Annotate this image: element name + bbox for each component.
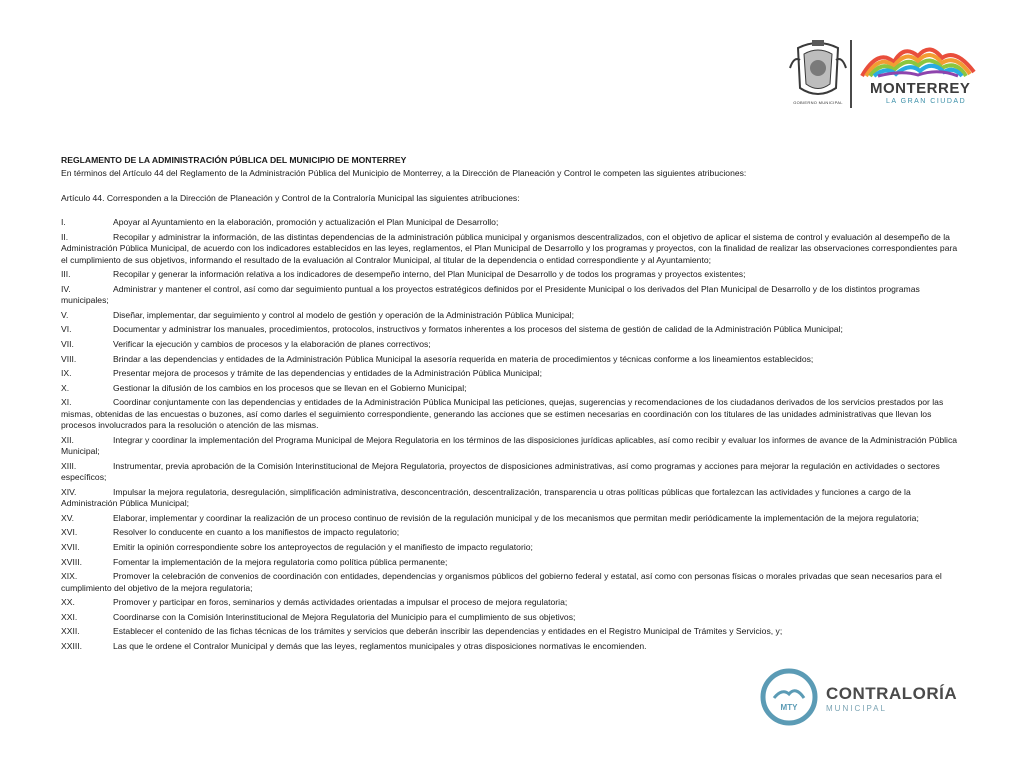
list-item xyxy=(61,461,961,484)
item-text: Diseñar, implementar, dar seguimiento y control al modelo de gestión y operación de la Administración Pública Municipal; xyxy=(113,309,574,320)
item-number: VI. xyxy=(61,324,72,335)
item-text: Fomentar la implementación de la mejora regulatoria como política pública permanente; xyxy=(113,556,448,567)
item-number: IV. xyxy=(61,283,71,294)
list-item xyxy=(61,641,961,652)
list-item xyxy=(61,383,961,394)
item-text: Recopilar y administrar la información, de las distintas dependencias de la administración pública municipal y organismos descentralizados, con el objetivo de aplicar el sistema de control y evaluación al desempeño de la Administración Pública Municipal, de acuerdo con los indicadores establecidos en las leyes, reglamentos, el Plan Municipal de Desarrollo y los programas y proyectos, con la finalidad de realizar las observaciones correspondientes para el cumplimiento de sus objetivos, informando el resultado de la evaluación al Contralor Municipal, al titular de la dependencia o entidad correspondiente y al Ayuntamiento; xyxy=(61,231,958,265)
list-item xyxy=(61,612,961,623)
item-text: Elaborar, implementar y coordinar la realización de un proceso continuo de revisión de la regulación municipal y de los mecanismos que permitan medir periódicamente la implementación de la mejora regulatoria; xyxy=(113,512,919,523)
list-item xyxy=(61,435,961,458)
list-item xyxy=(61,513,961,524)
seal-caption: GOBIERNO MUNICIPAL xyxy=(793,100,843,105)
item-number: XVI. xyxy=(61,527,78,538)
item-text: Presentar mejora de procesos y trámite de las dependencias y entidades de la Administración Pública Municipal; xyxy=(113,368,542,379)
item-text: Administrar y mantener el control, así como dar seguimiento puntual a los proyectos estratégicos definidos por el Presidente Municipal o los derivados del Plan Municipal de Desarrollo y de los distintos programas municipales; xyxy=(61,283,920,306)
header-logos xyxy=(786,38,986,110)
municipal-seal-icon xyxy=(786,38,850,108)
list-item xyxy=(61,269,961,280)
list-item xyxy=(61,284,961,307)
brand-tagline: LA GRAN CIUDAD xyxy=(886,98,967,105)
item-number: VII. xyxy=(61,339,74,349)
list-item xyxy=(61,527,961,538)
list-item xyxy=(61,324,961,335)
item-text: Apoyar al Ayuntamiento en la elaboración, promoción y actualización el Plan Municipal de Desarrollo; xyxy=(113,217,499,228)
item-text: Documentar y administrar los manuales, procedimientos, protocolos, instructivos y formatos inherentes a los procesos del sistema de gestión de calidad de la Administración Pública Municipal; xyxy=(113,324,843,335)
footer-title: CONTRALORÍA xyxy=(826,684,958,703)
list-item xyxy=(61,397,961,431)
list-item xyxy=(61,626,961,637)
item-text: Emitir la opinión correspondiente sobre los anteproyectos de regulación y el manifiesto de impacto regulatorio; xyxy=(113,541,533,552)
item-text: Establecer el contenido de las fichas técnicas de los trámites y servicios que deberán inscribir las dependencias y entidades en el Registro Municipal de Trámites y Servicios, y; xyxy=(113,626,783,637)
item-number: XXII. xyxy=(61,626,80,637)
item-text: Coordinar conjuntamente con las dependencias y entidades de la Administración Pública Municipal las peticiones, quejas, sugerencias y recomendaciones de los ciudadanos derivados de los servicios prestados por las mismas, obtenidas de las encuestas o buzones, así como darles el seguimiento correspondiente, generando las acciones que se estimen necesarias en coordinación con los titulares de las unidades administrativas que llevan los procesos involucrados para la resolución o atención de las mismas. xyxy=(61,397,944,431)
list-item xyxy=(61,354,961,365)
item-text: Coordinarse con la Comisión Interinstitucional de Mejora Regulatoria del Municipio para el cumplimiento de sus objetivos; xyxy=(113,611,576,622)
list-item xyxy=(61,571,961,594)
list-item xyxy=(61,542,961,553)
document-title: REGLAMENTO DE LA ADMINISTRACIÓN PÚBLICA DEL MUNICIPIO DE MONTERREY xyxy=(61,155,407,165)
list-item xyxy=(61,339,961,350)
item-number: XVIII. xyxy=(61,556,83,567)
item-text: Instrumentar, previa aprobación de la Comisión Interinstitucional de Mejora Regulatoria, proyectos de disposiciones administrativas, así como programas y acciones para mejorar la regulación en actividades o sectores específicos; xyxy=(61,460,940,483)
item-number: XIII. xyxy=(61,460,77,471)
item-number: XX. xyxy=(61,597,75,608)
item-number: VIII. xyxy=(61,353,77,364)
item-number: V. xyxy=(61,309,69,320)
item-number: XIX. xyxy=(61,571,78,582)
circle-text: MTY xyxy=(780,703,798,712)
item-text: Impulsar la mejora regulatoria, desregulación, simplificación administrativa, desconcentración, descentralización, transparencia u otras políticas públicas que fortalezcan las actividades y funciones a cargo de la Administración Pública Municipal; xyxy=(61,486,911,509)
logo-divider xyxy=(850,40,852,108)
item-text: Gestionar la difusión de los cambios en los procesos que se llevan en el Gobierno Municipal; xyxy=(113,382,467,393)
contraloria-circle-icon xyxy=(760,668,818,726)
item-text: Verificar la ejecución y cambios de procesos y la elaboración de planes correctivos; xyxy=(113,339,431,349)
item-text: Las que le ordene el Contralor Municipal y demás que las leyes, reglamentos municipales y otras disposiciones normativas le encomienden. xyxy=(113,640,647,651)
list-item xyxy=(61,217,961,228)
list-item xyxy=(61,487,961,510)
item-text: Promover y participar en foros, seminarios y demás actividades orientadas a impulsar el proceso de mejora regulatoria; xyxy=(113,597,568,608)
item-number: XII. xyxy=(61,434,74,445)
document-intro: En términos del Artículo 44 del Reglamento de la Administración Pública del Municipio de Monterrey, a la Dirección de Planeación y Control le competen las siguientes atribuciones: xyxy=(61,168,747,179)
item-number: IX. xyxy=(61,368,72,379)
item-text: Recopilar y generar la información relativa a los indicadores de desempeño interno, del Plan Municipal de Desarrollo y de todos los programas y proyectos existentes; xyxy=(113,269,746,280)
list-item xyxy=(61,368,961,379)
item-number: XVII. xyxy=(61,541,80,552)
item-number: II. xyxy=(61,231,69,242)
item-text: Integrar y coordinar la implementación del Programa Municipal de Mejora Regulatoria en los términos de las disposiciones jurídicas aplicables, así como recibir y evaluar los informes de avance de la Administración Pública Municipal; xyxy=(61,434,958,457)
monterrey-mountain-icon xyxy=(858,42,978,78)
item-number: I. xyxy=(61,217,66,228)
item-text: Promover la celebración de convenios de coordinación con entidades, dependencias y organismos públicos del gobierno federal y estatal, así como con personas físicas o morales privadas que sean necesarios para el cumplimiento del objetivo de la mejora regulatoria; xyxy=(61,571,942,593)
item-text: Brindar a las dependencias y entidades de la Administración Pública Municipal la asesoría requerida en materia de procedimientos y técnicas conforme a los lineamientos establecidos; xyxy=(113,353,814,364)
item-number: XI. xyxy=(61,397,72,408)
item-number: XXIII. xyxy=(61,640,83,651)
attributions-list xyxy=(61,217,961,652)
list-item xyxy=(61,597,961,608)
contraloria-logo xyxy=(760,668,970,728)
item-number: XIV. xyxy=(61,486,77,497)
list-item xyxy=(61,557,961,568)
item-number: X. xyxy=(61,382,70,393)
article-heading: Artículo 44. Corresponden a la Dirección de Planeación y Control de la Contraloría Municipal las siguientes atribuciones: xyxy=(61,192,520,203)
brand-name: MONTERREY xyxy=(870,80,971,97)
item-number: XXI. xyxy=(61,611,78,622)
document-body xyxy=(61,155,961,656)
list-item xyxy=(61,232,961,266)
item-number: XV. xyxy=(61,512,75,523)
list-item xyxy=(61,310,961,321)
footer-subtitle: MUNICIPAL xyxy=(826,704,887,713)
item-text: Resolver lo conducente en cuanto a los manifiestos de impacto regulatorio; xyxy=(113,527,400,538)
item-number: III. xyxy=(61,269,71,280)
